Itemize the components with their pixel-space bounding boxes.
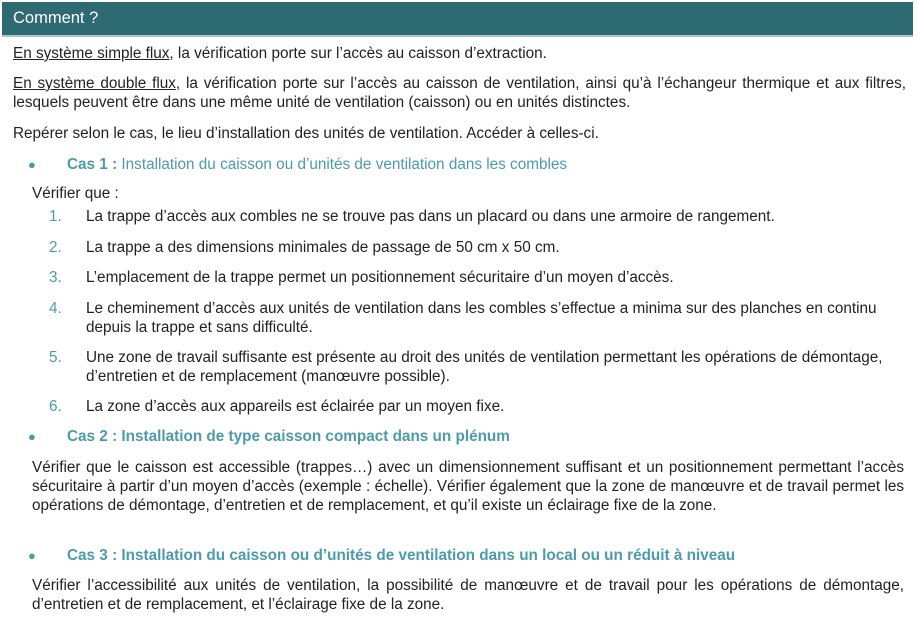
item-text: La trappe a des dimensions minimales de passage de 50 cm x 50 cm. xyxy=(86,239,560,256)
case-2-title: Installation de type caisson compact dans un plénum xyxy=(117,428,510,445)
intro-double-flux xyxy=(13,74,906,112)
item-number: 2. xyxy=(49,239,62,256)
item-number: 5. xyxy=(49,349,62,366)
section-header xyxy=(2,2,913,37)
item-text: Une zone de travail suffisante est présente au droit des unités de ventilation permettant les opérations de démontage, d’entretien et de remplacement (manœuvre possible). xyxy=(86,349,883,385)
bullet-icon: ● xyxy=(28,157,36,172)
case-3-title: Installation du caisson ou d’unités de ventilation dans un local ou un réduit à niveau xyxy=(117,547,736,564)
intro-simple-flux xyxy=(13,44,906,63)
case-1-label: Cas 1 : xyxy=(67,156,118,173)
case-3-label: Cas 3 : xyxy=(67,547,118,564)
bullet-icon: ● xyxy=(28,429,36,444)
case-2-label: Cas 2 : xyxy=(67,428,118,445)
bullet-icon: ● xyxy=(28,548,36,563)
case-2-text: Vérifier que le caisson est accessible (trappes…) avec un dimensionnement suffisant et un positionnement permettant l’accès sécuritaire à partir d’un moyen d’accès (exemple : échelle). Vérifier également que la zone de manœuvre et de travail permet les opérations de démontage, d’entretien et de remplacement, et qu’il existe un éclairage fixe de la zone. xyxy=(32,459,904,514)
simple-flux-text: , la vérification porte sur l’accès au caisson d’extraction. xyxy=(169,45,547,62)
item-number: 1. xyxy=(49,208,62,225)
section-title: Comment ? xyxy=(13,9,99,27)
item-text: L’emplacement de la trappe permet un positionnement sécuritaire d’un moyen d’accès. xyxy=(86,269,674,286)
case-1-title: Installation du caisson ou d’unités de ventilation dans les combles xyxy=(117,156,568,173)
item-text: Le cheminement d’accès aux unités de ventilation dans les combles s’effectue a minima sur des planches en continu depuis la trappe et sans difficulté. xyxy=(86,300,877,336)
item-number: 4. xyxy=(49,300,62,317)
item-number: 3. xyxy=(49,269,62,286)
item-text: La zone d’accès aux appareils est éclairée par un moyen fixe. xyxy=(86,398,505,415)
double-flux-text: , la vérification porte sur l’accès au caisson de ventilation, ainsi qu’à l’échangeur thermique et aux filtres, lesquels peuvent être dans une même unité de ventilation (caisson) ou en unités distinctes. xyxy=(13,75,906,111)
double-flux-label: En système double flux xyxy=(13,75,176,92)
case-1-verify-label: Vérifier que : xyxy=(32,185,119,202)
case-3-text: Vérifier l’accessibilité aux unités de ventilation, la possibilité de manœuvre et de travail pour les opérations de démontage, d’entretien et de remplacement, et l’éclairage fixe de la zone. xyxy=(32,577,904,613)
item-number: 6. xyxy=(49,398,62,415)
simple-flux-label: En système simple flux xyxy=(13,45,170,62)
intro-locate: Repérer selon le cas, le lieu d’installation des unités de ventilation. Accéder à celles-ci. xyxy=(13,125,599,142)
item-text: La trappe d’accès aux combles ne se trouve pas dans un placard ou dans une armoire de rangement. xyxy=(86,208,775,225)
